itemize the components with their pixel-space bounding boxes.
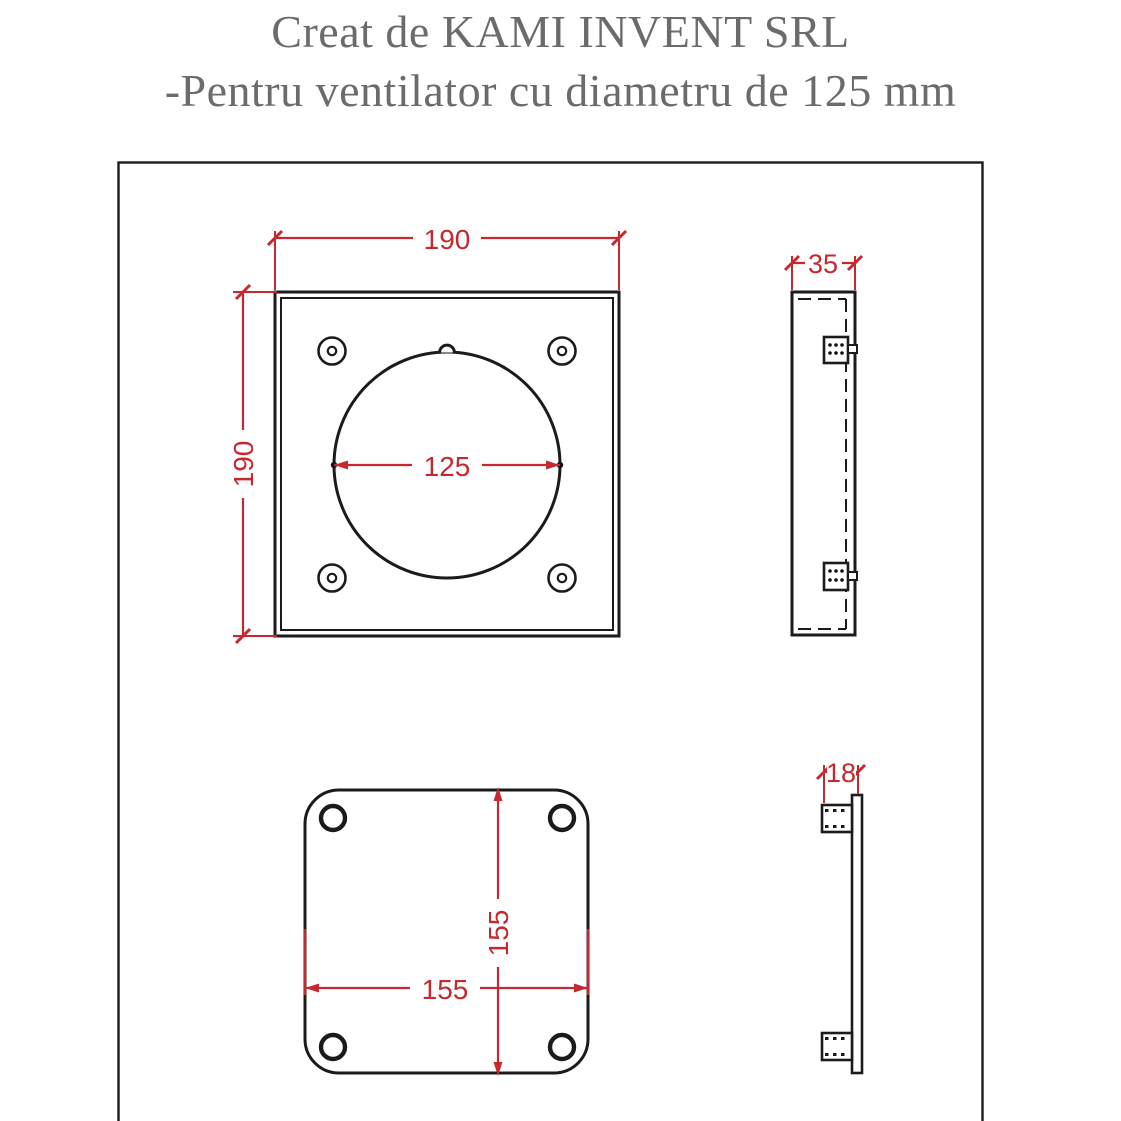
back-hole-top-left	[321, 806, 345, 830]
dim-side-depth	[785, 249, 862, 290]
back-plate-outline	[305, 790, 588, 1073]
clip-top-tab	[848, 345, 857, 353]
dim-side-depth-label: 35	[807, 249, 839, 279]
title-line-1: Creat de KAMI INVENT SRL	[271, 6, 850, 57]
clip-bottom	[824, 563, 848, 590]
dim-back-height-label: 155	[483, 909, 514, 957]
mounting-hole-top-left	[319, 338, 346, 365]
title-line-2: -Pentru ventilator cu diametru de 125 mm	[164, 65, 957, 116]
thin-plate-outline	[852, 795, 862, 1073]
side-view-top	[792, 292, 857, 635]
mounting-hole-top-right	[549, 338, 576, 365]
dim-front-width-label: 190	[423, 224, 471, 255]
dim-front-width	[268, 224, 626, 290]
mounting-hole-bottom-right	[549, 565, 576, 592]
dim-bottom-depth-label: 18	[825, 758, 857, 788]
dim-back-width-label: 155	[421, 974, 469, 1005]
dim-front-height-label: 190	[228, 440, 259, 488]
clip-bottom-tab	[848, 572, 857, 580]
clip-top	[824, 337, 848, 363]
mounting-hole-bottom-left	[319, 565, 346, 592]
back-view	[305, 790, 588, 1073]
back-hole-bottom-left	[321, 1035, 345, 1059]
back-hole-top-right	[550, 806, 574, 830]
dim-fan-diameter-label: 125	[423, 451, 471, 482]
fan-opening-notch	[440, 345, 455, 352]
back-hole-bottom-right	[550, 1035, 574, 1059]
side-view-bottom	[822, 795, 862, 1073]
dim-front-height	[228, 285, 277, 643]
